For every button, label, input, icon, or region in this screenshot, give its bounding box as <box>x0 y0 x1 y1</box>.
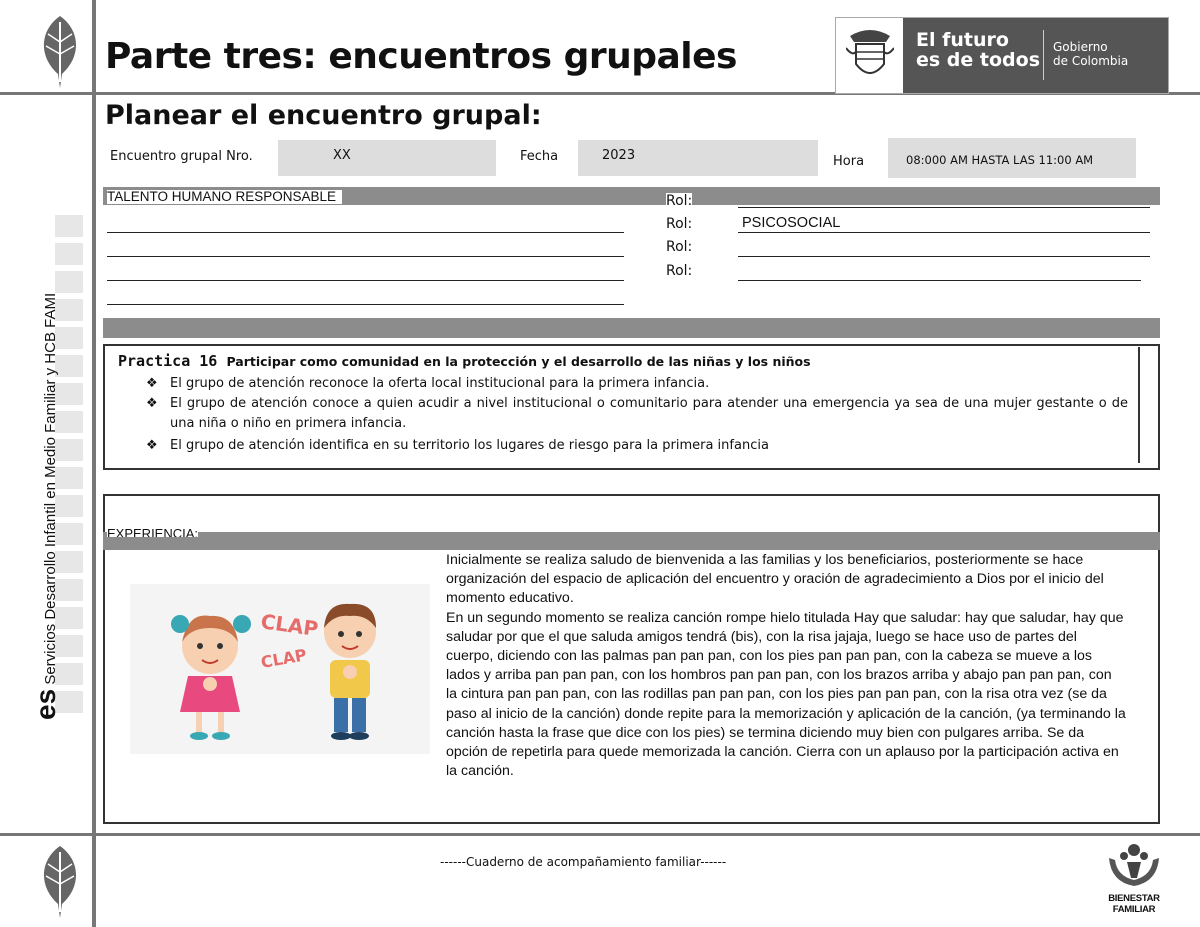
side-text-regular: Servicios Desarrollo Infantil en Medio Familiar y HCB FAMI <box>42 292 59 685</box>
bienestar-line2: FAMILIAR <box>1112 904 1156 915</box>
page-title: Parte tres: encuentros grupales <box>105 36 737 77</box>
logo-slogan <box>916 30 1040 70</box>
experiencia-heading: EXPERIENCIA: <box>107 527 199 537</box>
practica-title <box>118 351 811 370</box>
practica-bullets <box>146 374 1128 456</box>
rol-value-2: PSICOSOCIAL <box>742 215 841 231</box>
children-clapping-illustration <box>130 584 430 754</box>
footer-horizontal-rule <box>0 833 1200 836</box>
practica-number: Practica 16 <box>118 352 218 370</box>
diamond-bullet-icon: ❖ <box>146 396 158 411</box>
left-vertical-rule <box>92 0 96 927</box>
encuentro-label: Encuentro grupal Nro. <box>110 149 253 164</box>
bienestar-hands-icon <box>1107 842 1161 888</box>
rol-line-1 <box>738 207 1150 208</box>
coat-of-arms-icon <box>846 26 894 86</box>
logo-separator <box>1043 30 1044 80</box>
talento-line-1 <box>107 232 624 233</box>
talento-line-3 <box>107 280 624 281</box>
fecha-field[interactable] <box>578 140 818 176</box>
diamond-bullet-icon: ❖ <box>146 376 158 391</box>
logo-gov-line2: de Colombia <box>1053 54 1129 68</box>
bienestar-line1: BIENESTAR <box>1108 893 1160 904</box>
leaf-footer-icon <box>34 842 86 920</box>
encuentro-number-field[interactable] <box>278 140 496 176</box>
fecha-value: 2023 <box>602 148 636 163</box>
practica-description: Participar como comunidad en la protección y el desarrollo de las niñas y los niños <box>226 354 811 369</box>
clap-text-1: CLAP <box>259 609 320 641</box>
rol-line-3 <box>738 256 1150 257</box>
footer-text: ------Cuaderno de acompañamiento familiar------ <box>440 855 727 869</box>
separator-bar <box>103 318 1160 338</box>
hora-label: Hora <box>833 154 865 169</box>
talento-line-2 <box>107 256 624 257</box>
talento-line-4 <box>107 304 624 305</box>
clap-text-2: CLAP <box>259 645 309 672</box>
rol-label-3: Rol: <box>666 239 693 255</box>
logo-government <box>1053 40 1128 68</box>
hora-value: 08:000 AM HASTA LAS 11:00 AM <box>906 153 1094 167</box>
hora-field[interactable] <box>888 138 1136 178</box>
experiencia-text <box>446 551 1126 781</box>
fecha-label: Fecha <box>520 149 559 164</box>
plan-subtitle: Planear el encuentro grupal: <box>105 100 542 131</box>
logo-line1: El futuro <box>916 29 1009 51</box>
logo-gov-line1: Gobierno <box>1053 40 1108 54</box>
list-item: ❖ El grupo de atención conoce a quien acudir a nivel institucional o comunitario para atender una emergencia ya sea de una mujer gestante o de una niña o niño en primera infancia. <box>146 396 1128 431</box>
logo-line2: es de todos <box>916 49 1041 71</box>
side-text-bold: es <box>30 688 61 720</box>
rol-label-2: Rol: <box>666 216 693 232</box>
list-item: ❖ El grupo de atención reconoce la oferta local institucional para la primera infancia. <box>146 374 1128 394</box>
bienestar-familiar-logo <box>1104 842 1164 918</box>
side-vertical-text <box>30 200 62 720</box>
talento-heading: TALENTO HUMANO RESPONSABLE <box>107 190 342 204</box>
experiencia-paragraph-2: En un segundo momento se realiza canción rompe hielo titulada Hay que saludar: hay que saludar, hay que saludar por que el que saluda amigos tendrá (bis), con la risa jajaja, luego se hace uso de partes del cuerpo, diciendo con las palmas pan pan pan, con los pies pan pan pan, con la cabeza se mueve a los lados y arriba pan pan pan, con los hombros pan pan pan, con los brazos arriba y abajo pan pan pan, con la cintura pan pan pan, con las rodillas pan pan pan, con los pies pan pan pan, con la risa otra vez (se da paso al inicio de la canción) donde repite para la memorización y aplicación de la canción, (ya terminando la canción hasta la frase que dice con los pies) se termina diciendo muy bien con pulgares arriba. Se da opción de repetirla para quede memorizada la canción. Cierra con un aplauso por la participación activa en la canción. <box>446 609 1126 780</box>
experiencia-paragraph-1: Inicialmente se realiza saludo de bienvenida a las familias y los beneficiarios, posteriormente se hace organización del espacio de aplicación del encuentro y oración de agradecimiento a Dios por el inicio del momento educativo. <box>446 552 1104 607</box>
list-item: ❖ El grupo de atención identifica en su territorio los lugares de riesgo para la primera infancia <box>146 436 1128 456</box>
government-logo <box>835 17 1169 94</box>
experiencia-heading-bar <box>103 532 1160 550</box>
diamond-bullet-icon: ❖ <box>146 438 158 453</box>
leaf-logo-icon <box>34 12 86 90</box>
rol-line-2 <box>738 232 1150 233</box>
rol-label-1: Rol: <box>666 193 693 209</box>
encuentro-number-value: XX <box>333 148 351 163</box>
rol-line-4 <box>738 280 1141 281</box>
rol-label-4: Rol: <box>666 263 693 279</box>
